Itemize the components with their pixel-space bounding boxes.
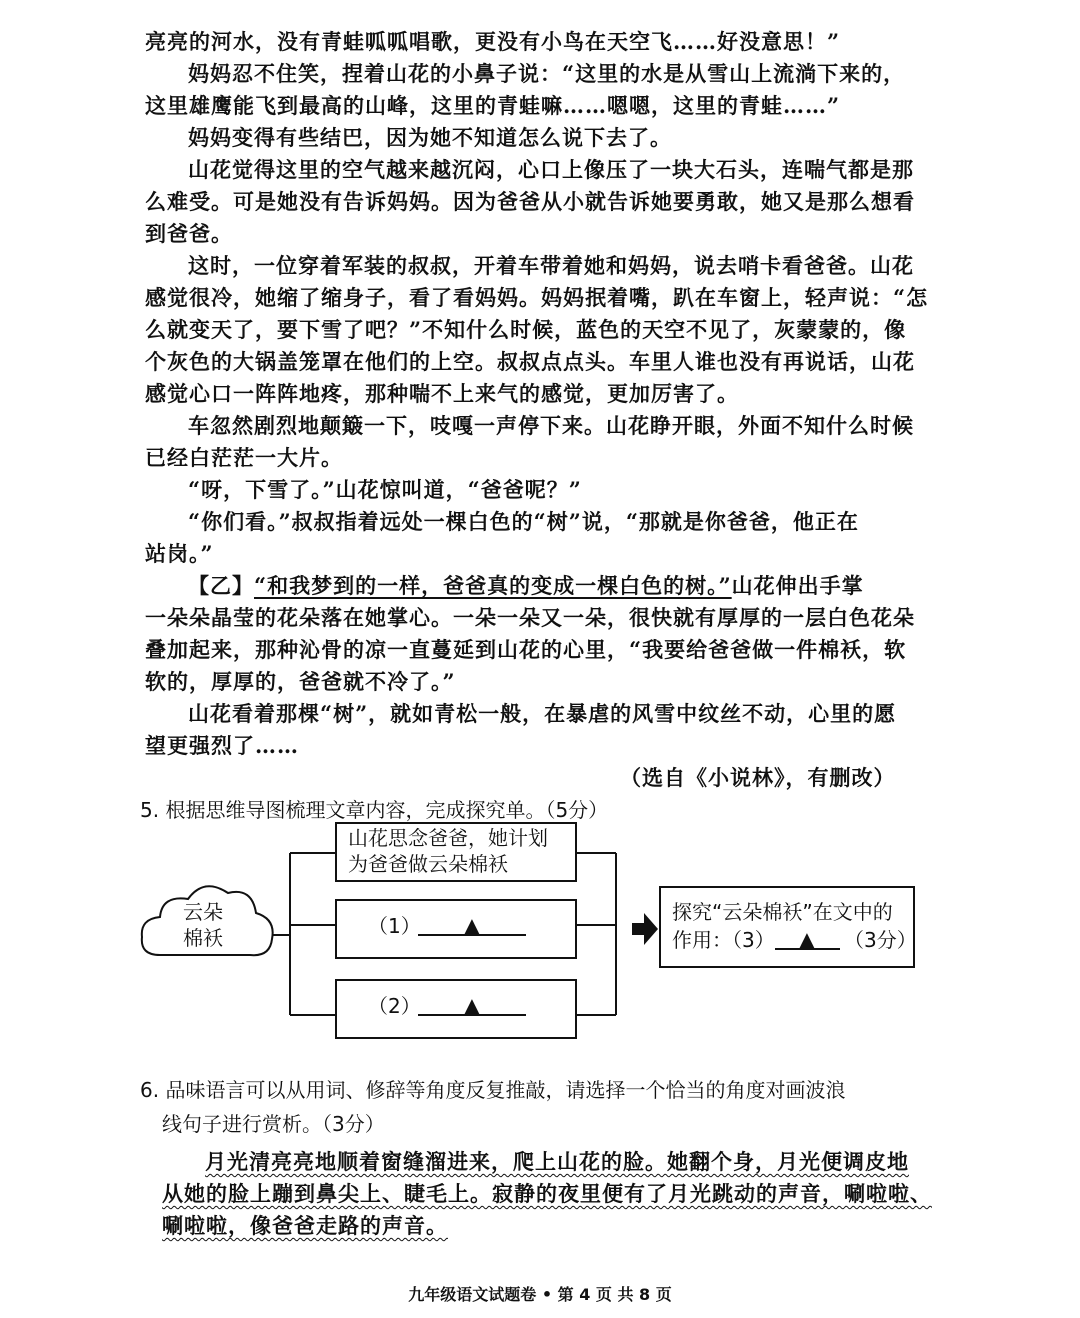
story-line: 这时，一位穿着军装的叔叔，开着车带着她和妈妈，说去哨卡看爸爸。山花: [188, 253, 914, 278]
story-line: 车忽然剧烈地颠簸一下，吱嘎一声停下来。山花睁开眼，外面不知什么时候: [188, 413, 914, 438]
q5-title: 5. 根据思维导图梳理文章内容，完成探究单。（5分）: [140, 798, 609, 822]
story-line: 叠加起来，那种沁骨的凉一直蔓延到山花的心里，“我要给爸爸做一件棉袄，软: [145, 637, 907, 662]
story-line: 妈妈忍不住笑，捏着山花的小鼻子说：“这里的水是从雪山上流淌下来的，: [188, 61, 906, 86]
story-line: “你们看。”叔叔指着远处一棵白色的“树”说，“那就是你爸爸，他正在: [188, 509, 859, 534]
q6-paragraph-line: [162, 1210, 448, 1240]
q6-wavy-text: 从她的脸上蹦到鼻尖上、睫毛上。寂静的夜里便有了月光跳动的声音，唰啦啦、: [162, 1181, 932, 1206]
triangle-mark-3: ▲: [799, 927, 815, 951]
story-line: 站岗。”: [145, 541, 214, 566]
story-line: 山花觉得这里的空气越来越沉闷，心口上像压了一块大石头，连喘气都是那: [188, 157, 914, 182]
result-line-1: 探究“云朵棉袄”在文中的: [672, 900, 893, 924]
story-line: 这里雄鹰能飞到最高的山峰，这里的青蛙嘛……嗯嗯，这里的青蛙……”: [145, 93, 841, 118]
mind-map: [0, 815, 1080, 1055]
story-line: 软的，厚厚的，爸爸就不冷了。”: [145, 669, 456, 694]
story-line: 望更强烈了……: [145, 733, 299, 758]
triangle-mark-1: ▲: [464, 913, 480, 937]
cloud-label-2: 棉袄: [183, 926, 223, 950]
story-line: 感觉很冷，她缩了缩身子，看了看妈妈。妈妈抿着嘴，趴在车窗上，轻声说：“怎: [145, 285, 929, 310]
box-3-label: （2）: [368, 994, 421, 1018]
page-footer: 九年级语文试题卷 • 第 4 页 共 8 页: [408, 1285, 672, 1304]
story-line: 么难受。可是她没有告诉妈妈。因为爸爸从小就告诉她要勇敢，她又是那么想看: [145, 189, 915, 214]
arrow-right-icon: [632, 913, 658, 945]
result-box: [660, 887, 914, 967]
yi-underlined-sentence: “和我梦到的一样，爸爸真的变成一棵白色的树。”: [254, 573, 732, 598]
source-note: （选自《小说林》，有删改）: [620, 765, 896, 790]
story-line: 一朵朵晶莹的花朵落在她掌心。一朵一朵又一朵，很快就有厚厚的一层白色花朵: [145, 605, 915, 630]
story-line: 么就变天了，要下雪了吧？”不知什么时候，蓝色的天空不见了，灰蒙蒙的，像: [145, 317, 907, 342]
triangle-mark-2: ▲: [464, 993, 480, 1017]
q6-wavy-text: 唰啦啦，像爸爸走路的声音。: [162, 1213, 448, 1238]
result-line-2a: 作用：（3）: [672, 928, 775, 952]
yi-label: 【乙】: [188, 573, 254, 598]
story-line: 感觉心口一阵阵地疼，那种喘不上来气的感觉，更加厉害了。: [145, 381, 739, 406]
story-line: 妈妈变得有些结巴，因为她不知道怎么说下去了。: [188, 125, 672, 150]
story-line: 已经白茫茫一大片。: [145, 445, 343, 470]
story-line-yi: [188, 570, 864, 600]
story-line: “呀，下雪了。”山花惊叫道，“爸爸呢？”: [188, 477, 582, 502]
q6-paragraph-line: [205, 1146, 909, 1176]
box-1-line-2: 为爸爸做云朵棉袄: [348, 852, 508, 876]
story-line: 亮亮的河水，没有青蛙呱呱唱歌，更没有小鸟在天空飞……好没意思！”: [145, 29, 841, 54]
story-line: 到爸爸。: [145, 221, 233, 246]
story-line: 个灰色的大锅盖笼罩在他们的上空。叔叔点点头。车里人谁也没有再说话，山花: [145, 349, 915, 374]
box-1-line-1: 山花思念爸爸，她计划: [348, 826, 548, 850]
box-2-label: （1）: [368, 914, 421, 938]
q6-wavy-text: 月光清亮亮地顺着窗缝溜进来，爬上山花的脸。她翻个身，月光便调皮地: [205, 1149, 909, 1174]
result-line-2b: （3分）: [844, 928, 917, 952]
cloud-label-1: 云朵: [183, 900, 223, 924]
yi-rest: 山花伸出手掌: [731, 573, 864, 598]
q6-paragraph-line: [162, 1178, 932, 1208]
q6-title-line-2: 线句子进行赏析。（3分）: [162, 1112, 385, 1136]
story-line: 山花看着那棵“树”，就如青松一般，在暴虐的风雪中纹丝不动，心里的愿: [188, 701, 897, 726]
q6-title-line-1: 6. 品味语言可以从用词、修辞等角度反复推敲，请选择一个恰当的角度对画波浪: [140, 1078, 846, 1102]
